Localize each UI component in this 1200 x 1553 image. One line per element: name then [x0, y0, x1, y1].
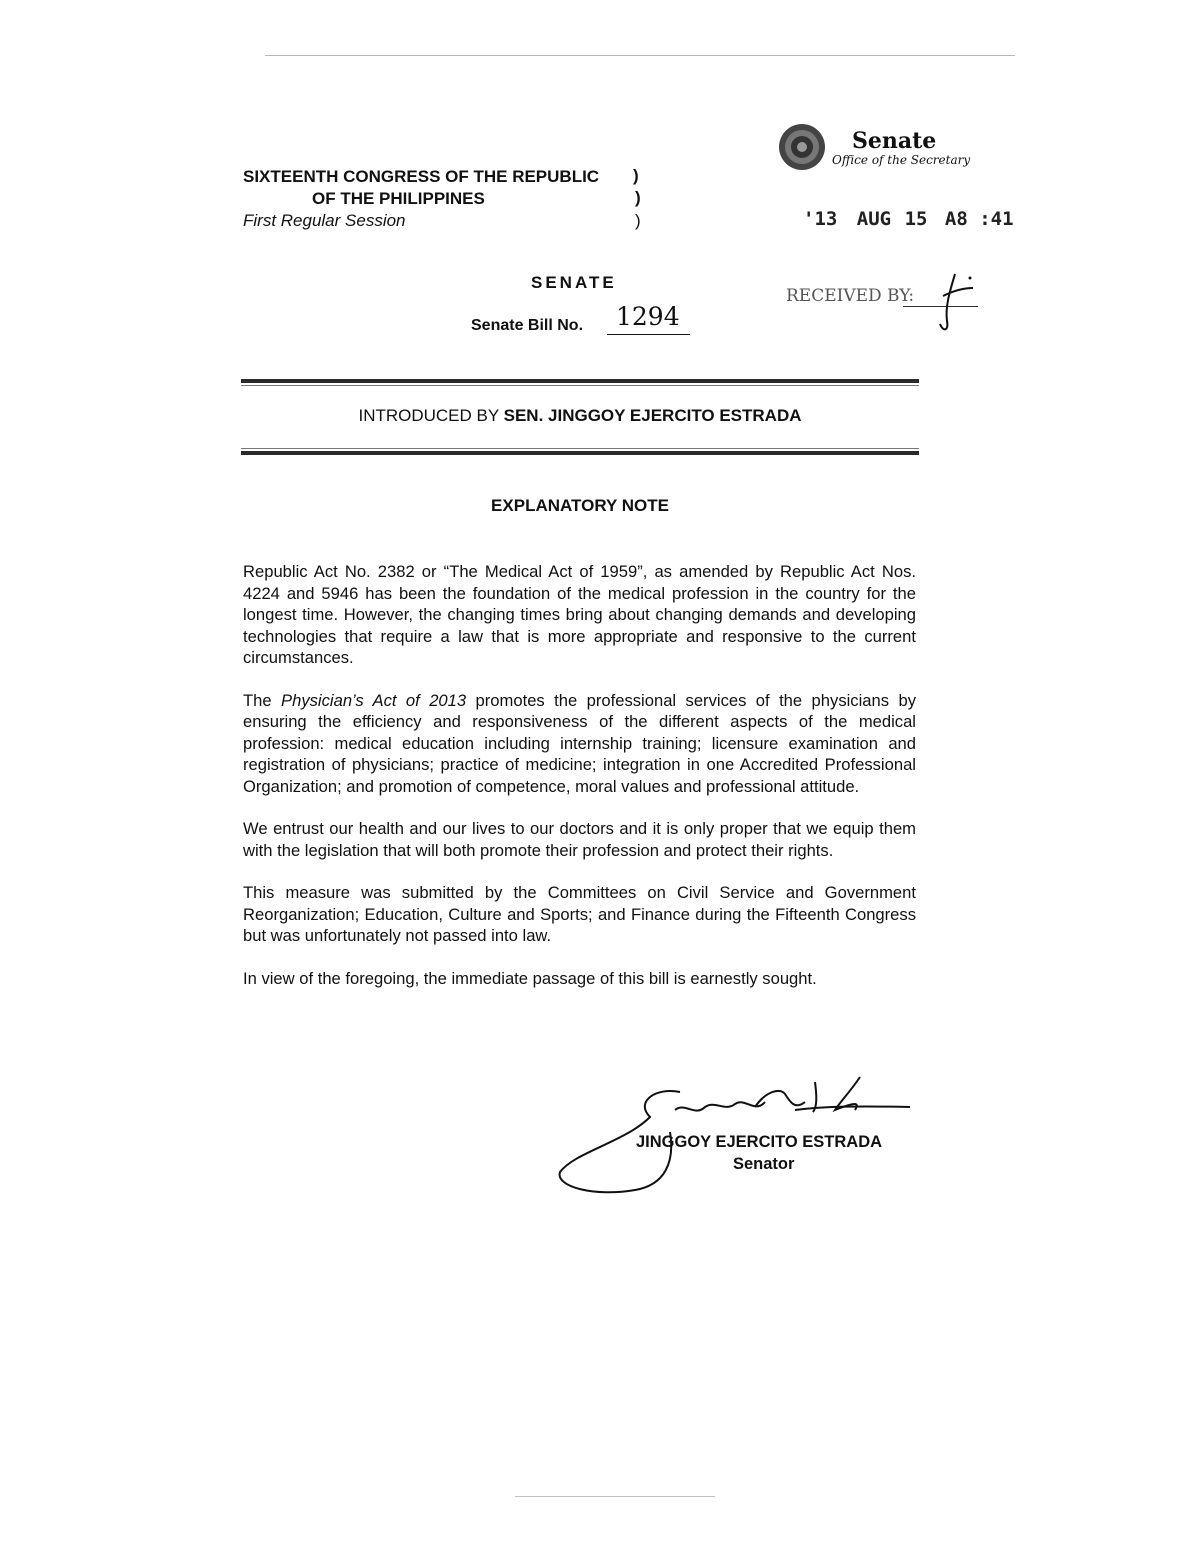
- note-title: EXPLANATORY NOTE: [491, 496, 669, 515]
- congress-line-1: SIXTEENTH CONGRESS OF THE REPUBLIC: [243, 167, 600, 186]
- paren-3: ): [635, 211, 641, 230]
- received-initial-icon: [925, 266, 985, 336]
- note-p2-pre: The: [243, 690, 282, 710]
- stamp-year: '13: [803, 208, 838, 230]
- top-rule: [241, 379, 919, 383]
- note-paragraph-1: Republic Act No. 2382 or “The Medical Act of 1959”, as amended by Republic Act Nos. 4224 and 5946 has been the foundation of the medical profession in the country for the longest time. However, the changing times bring about changing demands and developing technologies that require a law that is more appropriate and responsive to the current circumstances.: [243, 562, 916, 667]
- introduced-prefix: INTRODUCED BY: [358, 406, 504, 425]
- scan-artifact-bottom-line: [515, 1496, 715, 1497]
- session-label: First Regular Session: [243, 211, 406, 230]
- bottom-rule-thin: [241, 448, 919, 449]
- note-paragraph-4: This measure was submitted by the Committees on Civil Service and Government Reorganization; Education, Culture and Sports; and Finance during the Fifteenth Congress but was unfortunately not passed into law.: [243, 883, 916, 945]
- stamp-received-by: RECEIVED BY:: [786, 286, 915, 306]
- signatory-title: Senator: [733, 1155, 795, 1173]
- introduced-line: [0, 406, 1160, 426]
- stamp-senate: Senate: [852, 128, 937, 154]
- stamp-time: A8 :41: [944, 208, 1014, 230]
- senate-seal-icon: [777, 122, 827, 172]
- introduced-senator: SEN. JINGGOY EJERCITO ESTRADA: [503, 406, 802, 425]
- top-rule-thin: [241, 385, 919, 386]
- bill-number-underline: [607, 334, 690, 335]
- chamber-title: SENATE: [531, 273, 617, 292]
- congress-header: [243, 166, 599, 210]
- note-p2-post: promotes the professional services of the physicians by ensuring the efficiency and responsiveness of the different aspects of the medical profession: medical education including internship training; licensure examination and registration of physicians; practice of medicine; integration in one Accredited Professional Organization; and promotion of competence, moral values and professional attitude.: [243, 690, 916, 796]
- note-p2-italic: Physician’s Act of 2013: [281, 690, 467, 710]
- note-paragraph-3: We entrust our health and our lives to our doctors and it is only proper that we equip them with the legislation that will both promote their profession and protect their rights.: [243, 819, 916, 860]
- note-paragraph-5: In view of the foregoing, the immediate passage of this bill is earnestly sought.: [243, 968, 817, 988]
- stamp-office: Office of the Secretary: [832, 153, 971, 167]
- bill-label: Senate Bill No.: [471, 317, 584, 334]
- note-body: [243, 561, 916, 1010]
- stamp-month: AUG: [856, 208, 892, 230]
- stamp-day: 15: [904, 208, 928, 230]
- signatory-name: JINGGOY EJERCITO ESTRADA: [636, 1133, 883, 1151]
- paren-2: ): [635, 188, 641, 207]
- stamp-date: [803, 208, 1014, 230]
- congress-line-2: OF THE PHILIPPINES: [312, 189, 485, 208]
- bill-number: 1294: [616, 302, 680, 331]
- scan-artifact-top-line: [265, 55, 1015, 56]
- bottom-rule: [241, 451, 919, 455]
- note-paragraph-2: [243, 690, 916, 798]
- paren-1: ): [633, 166, 639, 185]
